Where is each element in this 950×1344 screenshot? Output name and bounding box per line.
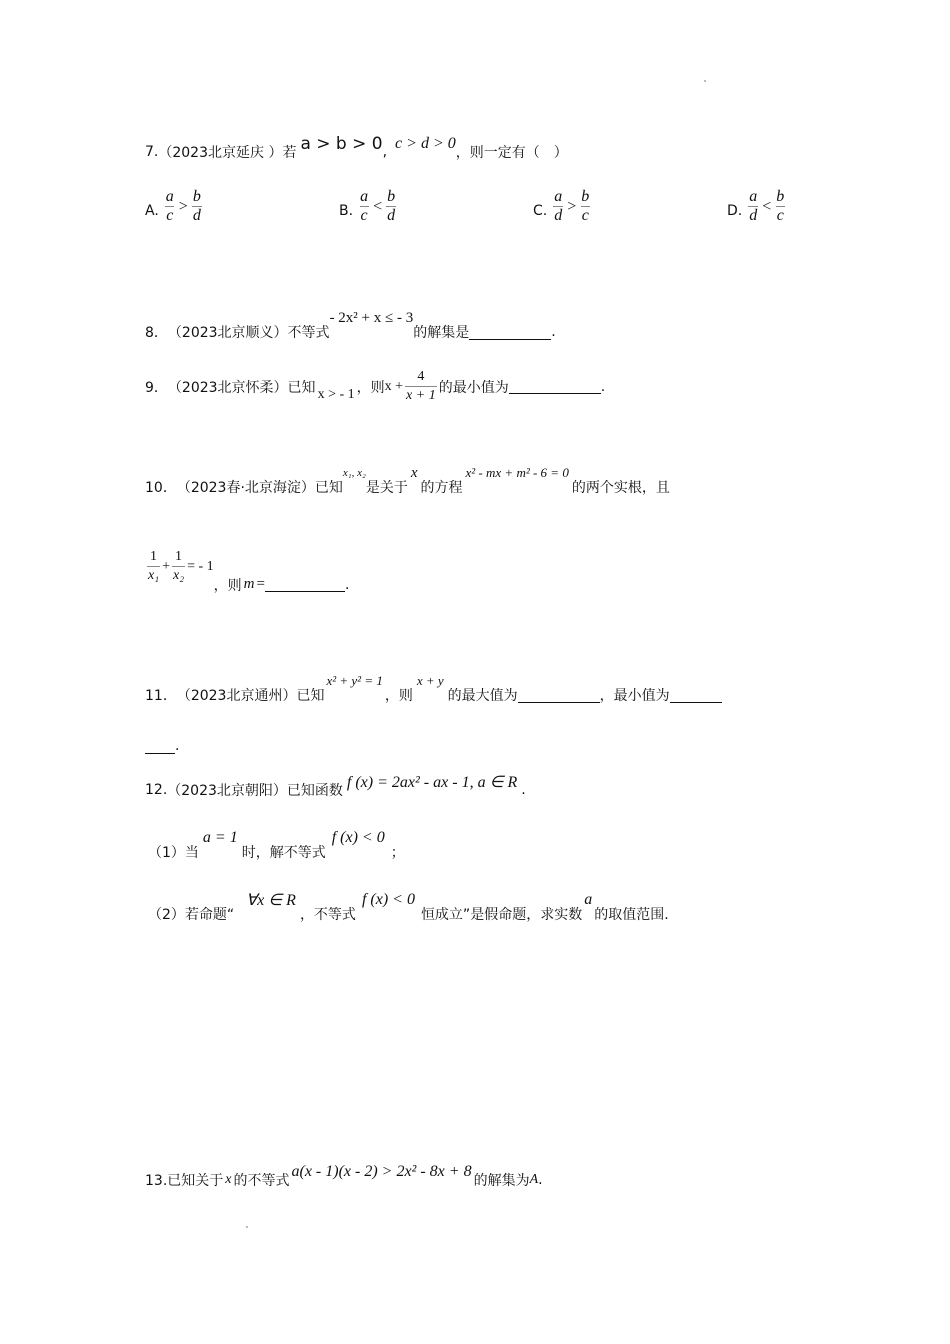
fraction: $\frac{1}{\text{x₁}}$ <box>148 549 160 583</box>
question-7 <box>145 134 568 162</box>
question-source: （2023北京延庆 ）若 <box>158 145 297 161</box>
option-a[interactable] <box>145 188 204 225</box>
expression-prefix: x + <box>384 378 404 394</box>
fraction: $\frac{4}{x + 1}$ <box>406 369 436 403</box>
inequality: f (x) < 0 <box>331 829 385 846</box>
equals: = <box>256 576 265 592</box>
option-label: B. <box>339 202 354 219</box>
variable-a: a <box>584 891 593 908</box>
decorative-dot <box>704 80 706 82</box>
question-mid: 的不等式 <box>233 1173 290 1189</box>
equation: x² - mx + m² - 6 = 0 <box>465 465 569 480</box>
question-ask: ，则 <box>213 577 242 594</box>
fraction: $\frac{b}{c}$ <box>776 188 785 224</box>
quantifier: ∀x ∈ R <box>246 892 296 909</box>
condition-rhs: = - 1 <box>187 558 214 574</box>
question-tail: ，最小值为 <box>599 688 670 704</box>
fraction: $\frac{1}{\text{x₂}}$ <box>173 549 185 583</box>
question-prefix: 13.已知关于 <box>145 1173 224 1189</box>
relation: > <box>567 197 577 215</box>
question-mid: ，则 <box>384 688 413 704</box>
variable-x: x <box>225 1172 232 1187</box>
option-c[interactable] <box>533 188 592 225</box>
question-source: （2023北京怀柔）已知 <box>167 379 316 396</box>
relation: > <box>178 197 188 215</box>
part-end: 的取值范围. <box>594 907 669 923</box>
question-10 <box>145 464 670 497</box>
option-b[interactable] <box>339 188 398 225</box>
question-tail: ，则一定有（ ） <box>455 145 568 161</box>
answer-blank-min-cont[interactable] <box>145 739 175 754</box>
question-end: . <box>600 378 606 395</box>
question-12-part-1 <box>148 829 405 862</box>
question-tail: 的解集是 <box>413 325 470 341</box>
question-9 <box>145 368 605 405</box>
relation: < <box>762 197 772 215</box>
roots: x₁, x₂ <box>342 467 366 479</box>
question-number: 7. <box>145 144 159 160</box>
question-number: 8． <box>145 325 168 341</box>
part-tail: 恒成立”是假命题，求实数 <box>420 907 583 923</box>
option-label: D. <box>727 202 743 219</box>
variable: x <box>410 464 418 481</box>
condition: a = 1 <box>202 829 238 846</box>
question-source: （2023北京朝阳）已知函数 <box>167 783 343 799</box>
question-number: 12. <box>145 782 168 798</box>
question-end: . <box>344 576 350 593</box>
part-label: （2）若命题“ <box>148 907 235 923</box>
fraction: $\frac{b}{d}$ <box>387 188 396 224</box>
part-mid: ，不等式 <box>299 907 356 923</box>
question-11 <box>145 673 722 705</box>
question-mid: 的方程 <box>420 480 463 496</box>
fraction: $\frac{b}{d}$ <box>192 188 201 224</box>
decorative-dot <box>246 1226 248 1228</box>
condition: x > - 1 <box>317 386 355 402</box>
question-11-continued <box>145 738 179 754</box>
question-8 <box>145 309 556 342</box>
inequality: - 2x² + x ≤ - 3 <box>329 309 414 326</box>
question-end: . <box>551 324 556 340</box>
question-source: （2023春·北京海淀）已知 <box>176 480 343 496</box>
answer-blank-min[interactable] <box>670 688 722 703</box>
set-a: A <box>529 1172 539 1187</box>
relation: < <box>373 197 383 215</box>
fraction: $\frac{b}{c}$ <box>581 188 590 224</box>
question-end: . <box>175 738 180 754</box>
expression: x + y <box>416 673 444 688</box>
part-label: （1）当 <box>148 845 199 861</box>
question-number: 10． <box>145 480 177 496</box>
answer-blank[interactable] <box>469 325 551 340</box>
condition-a-b: a > b > 0 <box>300 134 383 154</box>
question-end: . <box>521 782 526 798</box>
variable-m: m <box>243 576 255 592</box>
fraction: $\frac{a}{c}$ <box>165 188 174 224</box>
fraction: $\frac{a}{d}$ <box>554 188 563 224</box>
inequality: f (x) < 0 <box>361 891 415 908</box>
inequality: a(x - 1)(x - 2) > 2x² - 8x + 8 <box>291 1163 472 1180</box>
comma: , <box>382 144 388 160</box>
part-end: ； <box>390 845 405 861</box>
question-end: . <box>538 1172 543 1188</box>
question-10-condition <box>145 548 350 594</box>
question-tail: 的最大值为 <box>447 688 518 704</box>
question-tail: 的两个实根，且 <box>571 480 670 496</box>
function-def: f (x) = 2ax² - ax - 1, a ∈ R <box>346 774 518 791</box>
part-mid: 时，解不等式 <box>241 845 326 861</box>
question-13 <box>145 1163 543 1190</box>
fraction: $\frac{a}{d}$ <box>749 188 758 224</box>
question-tail: 的最小值为 <box>438 379 509 396</box>
answer-blank[interactable] <box>509 379 601 394</box>
question-number: 9． <box>145 379 168 396</box>
question-12-part-2 <box>148 891 669 924</box>
question-tail: 的解集为 <box>473 1173 530 1189</box>
question-12 <box>145 774 526 800</box>
question-source: （2023北京通州）已知 <box>176 688 325 704</box>
question-source: （2023北京顺义）不等式 <box>167 325 330 341</box>
plus: + <box>162 558 170 574</box>
question-number: 11． <box>145 688 177 704</box>
option-d[interactable] <box>727 188 787 225</box>
condition: x² + y² = 1 <box>326 673 383 688</box>
question-mid: ，则 <box>356 379 385 396</box>
answer-blank[interactable] <box>265 577 345 592</box>
answer-blank-max[interactable] <box>518 688 600 703</box>
option-label: C. <box>533 202 548 219</box>
option-label: A. <box>145 202 159 219</box>
question-mid: 是关于 <box>365 480 408 496</box>
condition-c-d: c > d > 0 <box>395 135 456 152</box>
fraction: $\frac{a}{c}$ <box>360 188 369 224</box>
